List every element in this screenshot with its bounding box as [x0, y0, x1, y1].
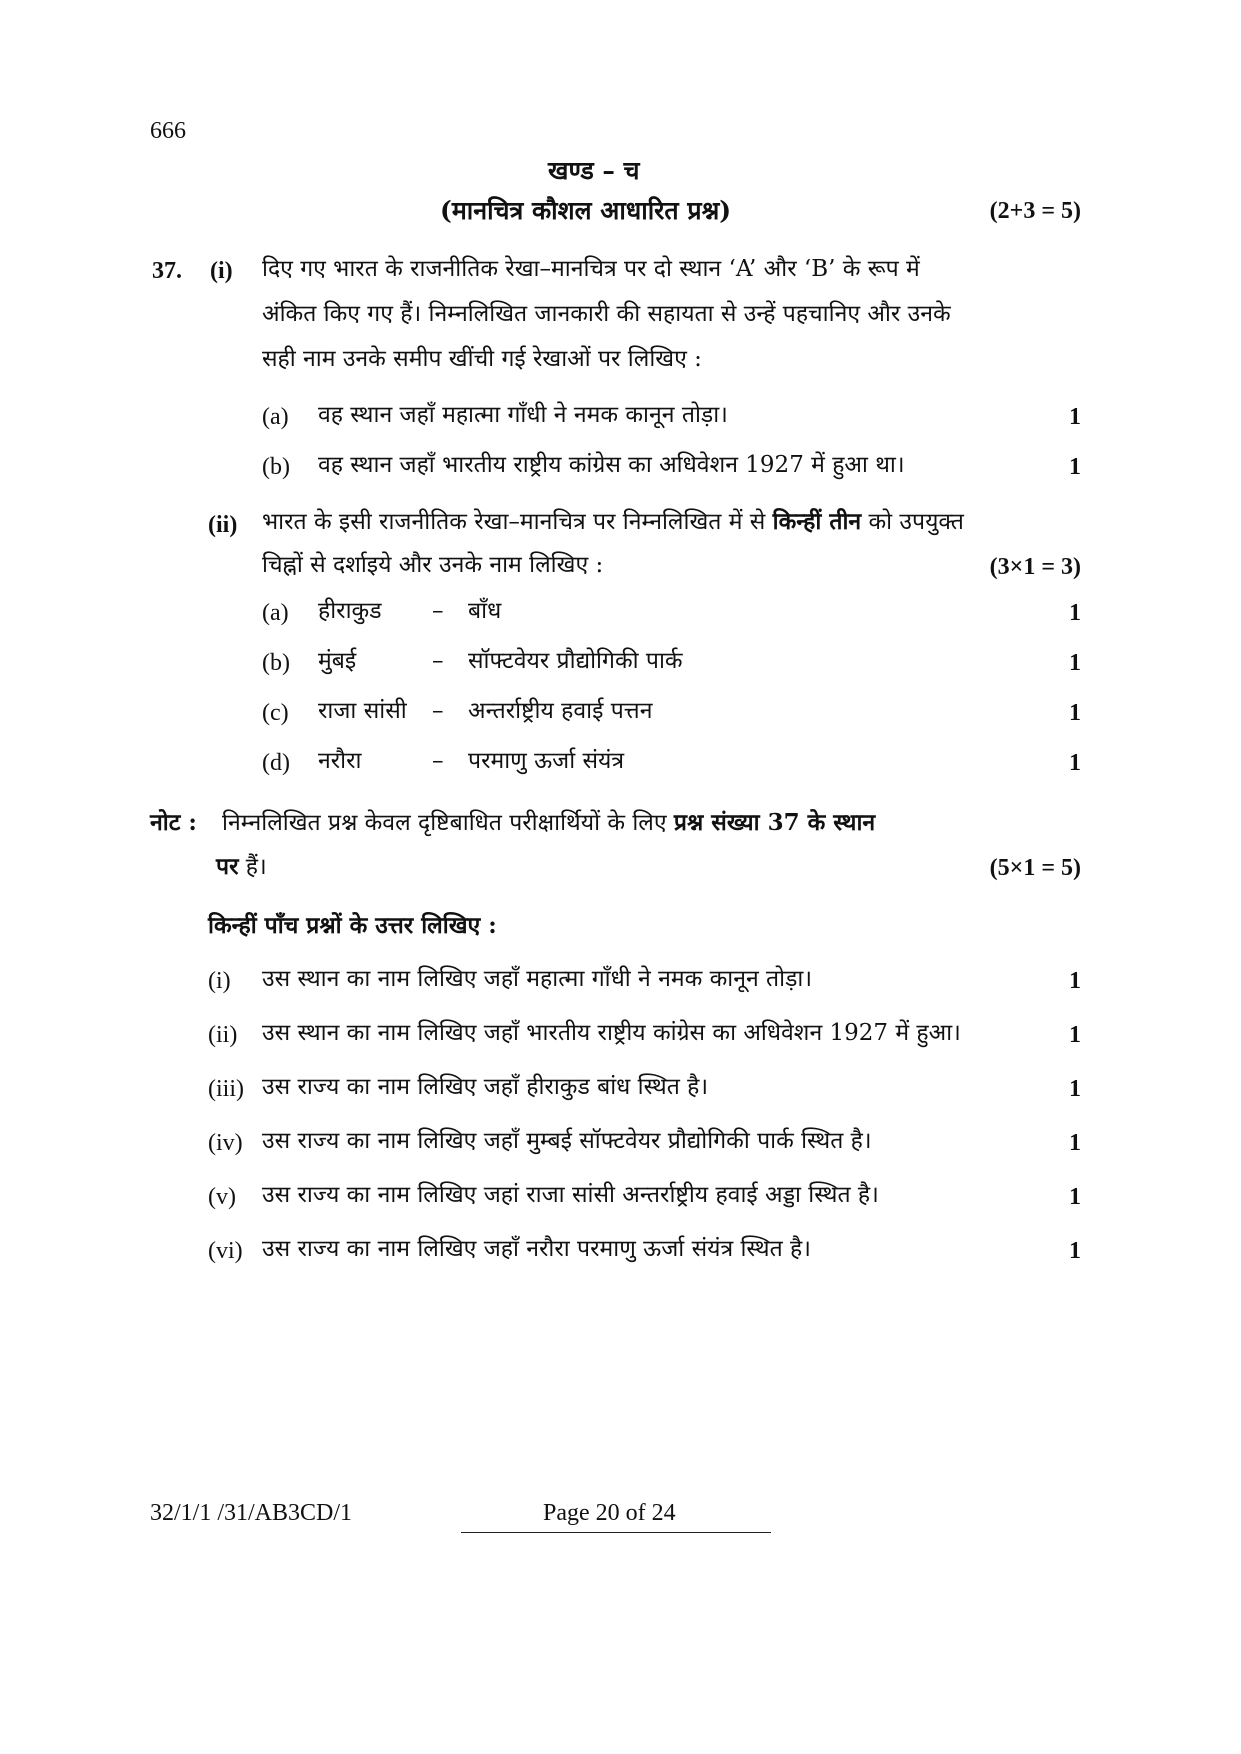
section-marks: (2+3 = 5)	[989, 198, 1081, 224]
item-label: (a)	[262, 600, 289, 626]
question-number: 37.	[152, 258, 182, 284]
item-label: (iii)	[208, 1076, 244, 1102]
note-instruction: किन्हीं पाँच प्रश्नों के उत्तर लिखिए :	[208, 912, 497, 939]
item-mark: 1	[1069, 750, 1081, 776]
part-ii-line-1-pre: भारत के इसी राजनीतिक रेखा–मानचित्र पर निम्नलिखित में से	[262, 509, 766, 535]
item-dash: –	[432, 698, 444, 724]
footer-underline	[461, 1532, 771, 1533]
note-marks: (5×1 = 5)	[989, 855, 1081, 881]
part-i-label: (i)	[210, 258, 233, 284]
item-label: (c)	[262, 700, 289, 726]
item-place: नरौरा	[318, 748, 362, 774]
item-text: उस राज्य का नाम लिखिए जहाँ हीराकुड बांध स्थित है।	[262, 1074, 709, 1100]
part-ii-line-1-post: को उपयुक्त	[868, 509, 964, 535]
item-text: उस स्थान का नाम लिखिए जहाँ भारतीय राष्ट्रीय कांग्रेस का अधिवेशन 1927 में हुआ।	[262, 1020, 961, 1046]
part-ii-marks: (3×1 = 3)	[989, 554, 1081, 580]
item-mark: 1	[1069, 968, 1081, 994]
item-mark: 1	[1069, 600, 1081, 626]
item-text: उस राज्य का नाम लिखिए जहां राजा सांसी अन्तर्राष्ट्रीय हवाई अड्डा स्थित है।	[262, 1182, 879, 1208]
note-label: नोट :	[150, 809, 197, 836]
part-i-line-3: सही नाम उनके समीप खींची गई रेखाओं पर लिखिए :	[262, 346, 702, 372]
item-label: (b)	[262, 650, 290, 676]
item-label: (b)	[262, 454, 290, 480]
item-dash: –	[432, 648, 444, 674]
item-label: (d)	[262, 750, 290, 776]
item-label: (ii)	[208, 1022, 238, 1048]
item-mark: 1	[1069, 1238, 1081, 1264]
footer-code: 32/1/1 /31/AB3CD/1	[150, 1500, 353, 1526]
item-place: हीराकुड	[318, 598, 382, 624]
page-number: 666	[150, 118, 186, 144]
part-i-line-2: अंकित किए गए हैं। निम्नलिखित जानकारी की सहायता से उन्हें पहचानिए और उनके	[262, 301, 951, 327]
item-place: मुंबई	[318, 648, 357, 674]
section-subtitle: (मानचित्र कौशल आधारित प्रश्न)	[440, 196, 732, 225]
item-desc: सॉफ्टवेयर प्रौद्योगिकी पार्क	[468, 648, 683, 674]
note-line-1-bold: प्रश्न संख्या 37 के स्थान	[673, 809, 876, 836]
item-mark: 1	[1069, 1022, 1081, 1048]
note-line-2-bold: पर	[216, 853, 239, 880]
part-ii-line-1-bold: किन्हीं तीन	[772, 508, 862, 535]
part-ii-label: (ii)	[208, 512, 238, 538]
item-label: (a)	[262, 404, 289, 430]
note-line-2-post: हैं।	[245, 854, 267, 880]
item-mark: 1	[1069, 404, 1081, 430]
note-line-1-pre: निम्नलिखित प्रश्न केवल दृष्टिबाधित परीक्षार्थियों के लिए	[222, 810, 667, 836]
item-dash: –	[432, 598, 444, 624]
item-dash: –	[432, 748, 444, 774]
section-title: खण्ड – च	[548, 156, 640, 185]
item-text: उस राज्य का नाम लिखिए जहाँ नरौरा परमाणु ऊर्जा संयंत्र स्थित है।	[262, 1236, 811, 1262]
part-ii-line-1	[262, 508, 964, 537]
item-label: (vi)	[208, 1238, 243, 1264]
note-line-2	[216, 853, 267, 882]
item-desc: बाँध	[468, 598, 502, 624]
note-line-1	[222, 809, 875, 838]
item-desc: परमाणु ऊर्जा संयंत्र	[468, 748, 625, 774]
part-ii-line-2: चिह्नों से दर्शाइये और उनके नाम लिखिए :	[262, 552, 604, 578]
item-mark: 1	[1069, 1184, 1081, 1210]
item-label: (i)	[208, 968, 231, 994]
item-text: वह स्थान जहाँ महात्मा गाँधी ने नमक कानून तोड़ा।	[318, 402, 728, 428]
item-mark: 1	[1069, 1130, 1081, 1156]
item-label: (iv)	[208, 1130, 243, 1156]
footer-page: Page 20 of 24	[543, 1500, 676, 1526]
item-mark: 1	[1069, 454, 1081, 480]
item-text: उस राज्य का नाम लिखिए जहाँ मुम्बई सॉफ्टवेयर प्रौद्योगिकी पार्क स्थित है।	[262, 1128, 872, 1154]
item-mark: 1	[1069, 700, 1081, 726]
item-mark: 1	[1069, 1076, 1081, 1102]
item-label: (v)	[208, 1184, 236, 1210]
item-place: राजा सांसी	[318, 698, 407, 724]
item-text: उस स्थान का नाम लिखिए जहाँ महात्मा गाँधी ने नमक कानून तोड़ा।	[262, 966, 813, 992]
item-mark: 1	[1069, 650, 1081, 676]
part-i-line-1: दिए गए भारत के राजनीतिक रेखा–मानचित्र पर दो स्थान ‘A’ और ‘B’ के रूप में	[262, 256, 920, 282]
item-text: वह स्थान जहाँ भारतीय राष्ट्रीय कांग्रेस का अधिवेशन 1927 में हुआ था।	[318, 452, 905, 478]
item-desc: अन्तर्राष्ट्रीय हवाई पत्तन	[468, 698, 653, 724]
